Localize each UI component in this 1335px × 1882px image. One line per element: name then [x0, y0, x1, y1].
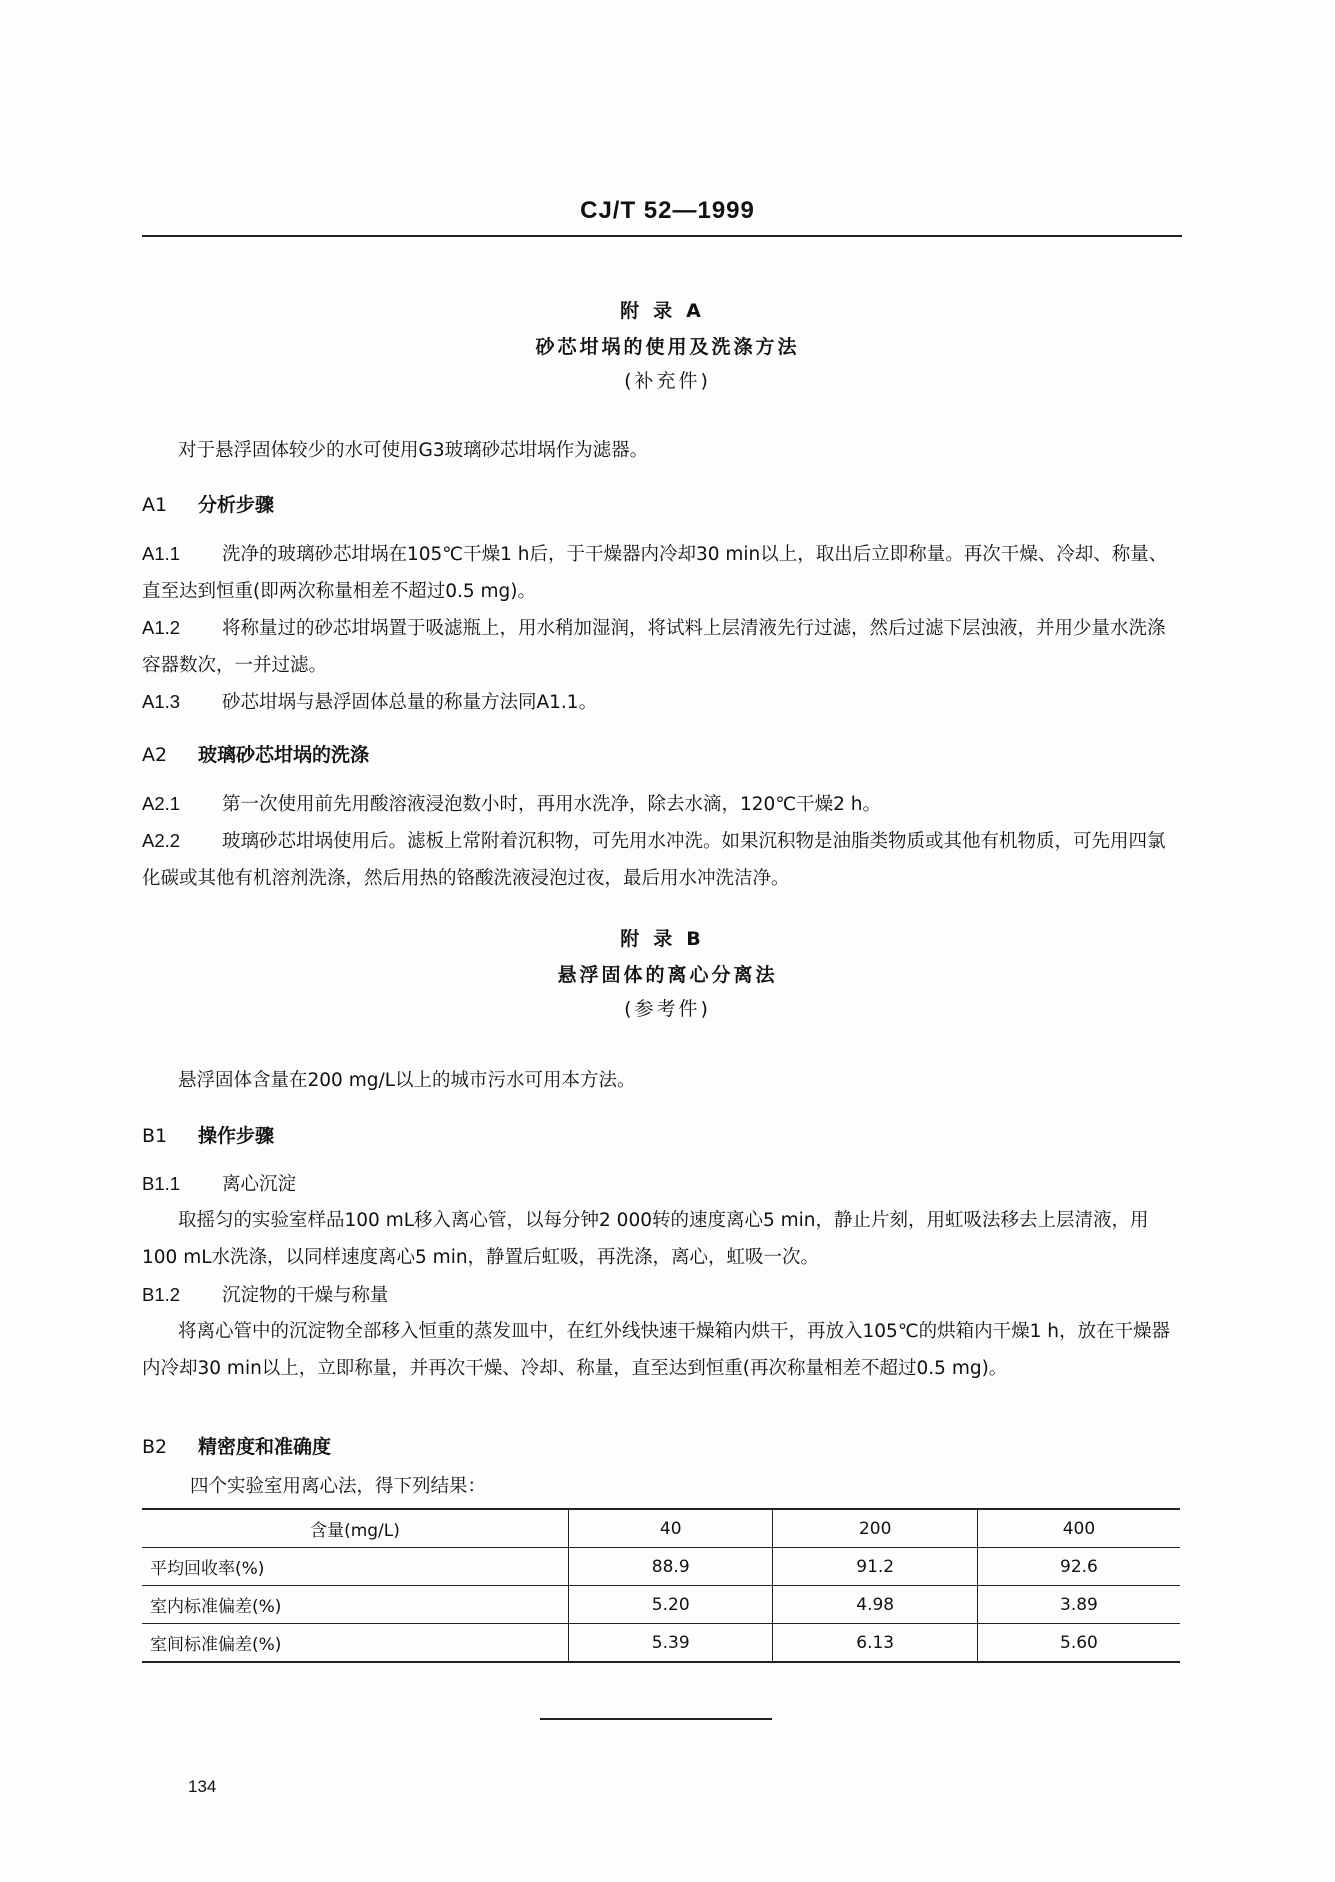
clause-b1-2-heading [142, 1276, 1182, 1314]
clause-b1-2-title: 沉淀物的干燥与称量 [222, 1285, 389, 1306]
appendix-b-note: (参考件) [624, 998, 711, 1020]
section-a2-number: A2 [142, 744, 168, 766]
table-cell: 91.2 [773, 1548, 977, 1586]
table-header-cell: 200 [773, 1509, 977, 1548]
clause-b1-1-heading [142, 1165, 1182, 1203]
precision-table [142, 1508, 1180, 1663]
appendix-b-intro: 悬浮固体含量在200 mg/L以上的城市污水可用本方法。 [178, 1070, 636, 1091]
section-b1-title: 操作步骤 [198, 1125, 275, 1147]
table-header-row [142, 1509, 1180, 1548]
clause-b1-1-title: 离心沉淀 [222, 1174, 297, 1195]
clause-b1-2-number: B1.2 [142, 1284, 181, 1305]
table-cell: 88.9 [569, 1548, 773, 1586]
table-cell: 3.89 [977, 1586, 1180, 1624]
section-b2-title: 精密度和准确度 [198, 1436, 332, 1458]
section-b2-number: B2 [142, 1436, 168, 1458]
table-header-cell: 400 [977, 1509, 1180, 1548]
clause-b1-1-text: 取摇匀的实验室样品100 mL移入离心管，以每分钟2 000转的速度离心5 min，静止片刻，用虹吸法移去上层清液，用100 mL水洗涤，以同样速度离心5 min，静置后虹吸，再洗涤，离心，虹吸一次。 [142, 1210, 1149, 1268]
clause-b1-1-number: B1.1 [142, 1173, 181, 1194]
table-cell: 平均回收率(%) [142, 1548, 569, 1586]
clause-a1-1-text: 洗净的玻璃砂芯坩埚在105℃干燥1 h后，于干燥器内冷却30 min以上，取出后立即称量。再次干燥、冷却、称量、直至达到恒重(即两次称量相差不超过0.5 mg)。 [142, 544, 1168, 602]
appendix-b-title: 悬浮固体的离心分离法 [557, 964, 778, 986]
section-a2-heading [142, 740, 369, 767]
appendix-a-intro: 对于悬浮固体较少的水可使用G3玻璃砂芯坩埚作为滤器。 [178, 440, 649, 461]
header-rule [142, 235, 1182, 237]
table-cell: 6.13 [773, 1624, 977, 1663]
table-row [142, 1548, 1180, 1586]
section-a1-number: A1 [142, 494, 168, 516]
page-number: 134 [188, 1777, 217, 1796]
clause-a1-2-text: 将称量过的砂芯坩埚置于吸滤瓶上，用水稍加湿润，将试料上层清液先行过滤，然后过滤下层浊液，并用少量水洗涤容器数次，一并过滤。 [142, 618, 1166, 676]
standard-code-header: CJ/T 52—1999 [580, 197, 755, 224]
clause-a1-3 [142, 683, 1182, 721]
section-b1-heading [142, 1121, 274, 1148]
appendix-a-note: (补充件) [624, 370, 711, 392]
appendix-a-label: 附录A [620, 300, 715, 322]
table-cell: 室内标准偏差(%) [142, 1586, 569, 1624]
clause-a1-3-text: 砂芯坩埚与悬浮固体总量的称量方法同A1.1。 [222, 692, 598, 713]
table-intro: 四个实验室用离心法，得下列结果： [190, 1476, 487, 1497]
clause-a2-2-text: 玻璃砂芯坩埚使用后。滤板上常附着沉积物，可先用水冲洗。如果沉积物是油脂类物质或其他有机物质，可先用四氯化碳或其他有机溶剂洗涤，然后用热的铬酸洗液浸泡过夜，最后用水冲洗洁净。 [142, 831, 1166, 889]
clause-b1-2-text: 将离心管中的沉淀物全部移入恒重的蒸发皿中，在红外线快速干燥箱内烘干，再放入105℃的烘箱内干燥1 h，放在干燥器内冷却30 min以上，立即称量，并再次干燥、冷却、称量，直至达到恒重(再次称量相差不超过0.5 mg)。 [142, 1321, 1170, 1379]
end-rule [540, 1718, 772, 1720]
section-a2-title: 玻璃砂芯坩埚的洗涤 [198, 744, 370, 766]
table-cell: 室间标准偏差(%) [142, 1624, 569, 1663]
clause-a2-1-number: A2.1 [142, 793, 181, 814]
section-a1-title: 分析步骤 [198, 494, 275, 516]
table-header-cell: 40 [569, 1509, 773, 1548]
clause-a1-1-number: A1.1 [142, 543, 181, 564]
section-b2-heading [142, 1432, 331, 1459]
appendix-a-title: 砂芯坩埚的使用及洗涤方法 [535, 336, 800, 358]
table-cell: 5.39 [569, 1624, 773, 1663]
table-cell: 5.20 [569, 1586, 773, 1624]
table-cell: 5.60 [977, 1624, 1180, 1663]
table-cell: 4.98 [773, 1586, 977, 1624]
clause-a1-3-number: A1.3 [142, 691, 181, 712]
clause-a1-1 [142, 535, 1182, 610]
clause-a2-1-text: 第一次使用前先用酸溶液浸泡数小时，再用水洗净，除去水滴，120℃干燥2 h。 [222, 794, 881, 815]
appendix-b-label: 附录B [620, 928, 715, 950]
section-a1-heading [142, 490, 274, 517]
clause-a2-2-number: A2.2 [142, 830, 181, 851]
section-b1-number: B1 [142, 1125, 168, 1147]
clause-a1-2 [142, 609, 1182, 684]
clause-a1-2-number: A1.2 [142, 617, 181, 638]
table-cell: 92.6 [977, 1548, 1180, 1586]
clause-a2-1 [142, 785, 1182, 823]
table-row [142, 1624, 1180, 1663]
table-header-cell: 含量(mg/L) [142, 1509, 569, 1548]
table-row [142, 1586, 1180, 1624]
clause-a2-2 [142, 822, 1182, 897]
